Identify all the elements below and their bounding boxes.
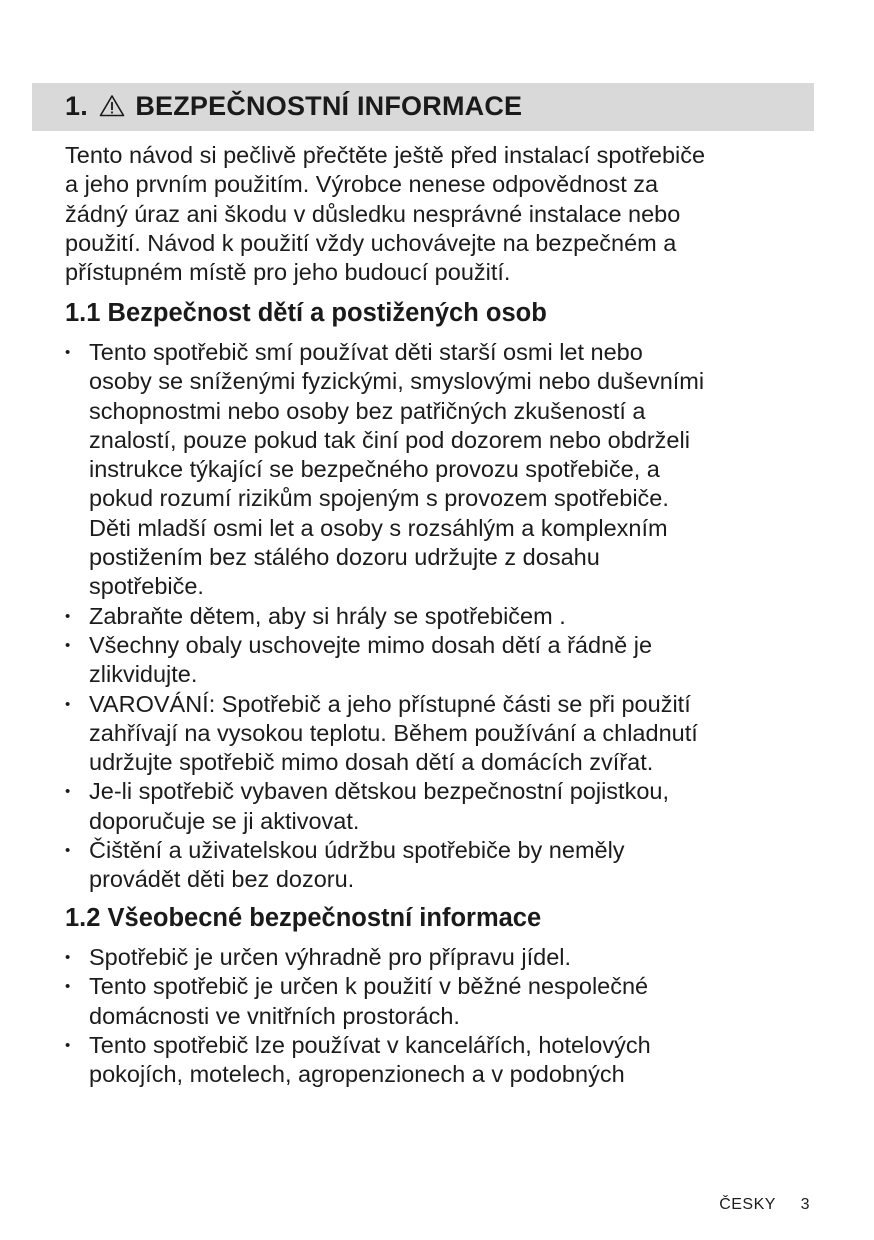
section-title-text: BEZPEČNOSTNÍ INFORMACE (135, 90, 523, 121)
bullet-icon: • (65, 636, 71, 654)
warning-triangle-icon (99, 93, 125, 124)
list-item-text: Čištění a uživatelskou údržbu spotřebiče by neměly provádět děti bez dozoru. (89, 837, 625, 893)
page-footer (719, 1196, 810, 1214)
list-item-text: Všechny obaly uschovejte mimo dosah dětí a řádně je zlikvidujte. (89, 631, 653, 688)
heading-child-safety: 1.1 Bezpečnost dětí a postižených osob (65, 299, 547, 327)
section-title (65, 91, 522, 124)
list-item-text: VAROVÁNÍ: Spotřebič a jeho přístupné části se při použití zahřívají na vysokou teplotu. Během používání a chladnutí udržujte spotřebič mimo dosah dětí a domácích zvířat. (89, 690, 698, 776)
footer-language: ČESKY (719, 1196, 776, 1213)
list-item-text: Zabraňte dětem, aby si hrály se spotřebičem . (89, 602, 566, 629)
list-item-text: Je-li spotřebič vybaven dětskou bezpečnostní pojistkou, doporučuje se ji aktivovat. (89, 778, 669, 834)
bullet-icon: • (65, 949, 71, 966)
bullet-icon: • (65, 978, 71, 996)
page-number: 3 (800, 1196, 810, 1213)
general-safety-list (65, 943, 825, 1089)
intro-paragraph: Tento návod si pečlivě přečtěte ještě před instalací spotřebiče a jeho prvním použitím. Výrobce nenese odpovědnost za žádný úraz ani škodu v důsledku nesprávné instalace nebo použití. Návod k použití vždy uchovávejte na bezpečném a přístupném místě pro jeho budoucí použití. (65, 142, 706, 286)
bullet-icon: • (65, 1036, 71, 1054)
bullet-icon: • (65, 344, 71, 361)
bullet-icon: • (65, 842, 71, 860)
list-item (65, 777, 825, 836)
child-safety-list (65, 338, 825, 895)
list-item-text: Tento spotřebič smí používat děti starší osmi let nebo osoby se sníženými fyzickými, smyslovými nebo duševními schopnostmi nebo osoby bez patřičných zkušeností a znalostí, pouze pokud tak činí pod dozorem nebo obdrželi instrukce týkající se bezpečného provozu spotřebiče, a pokud rozumí rizikům spojeným s provozem spotřebiče. Děti mladší osmi let a osoby s rozsáhlým a komplexním postižením bez stálého dozoru udržujte z dosahu spotřebiče. (89, 339, 705, 600)
list-item (65, 943, 825, 972)
list-item (65, 836, 825, 895)
bullet-icon: • (65, 607, 71, 625)
section-header-bar (32, 83, 814, 131)
list-item (65, 631, 825, 690)
list-item-text: Spotřebič je určen výhradně pro přípravu jídel. (89, 944, 572, 970)
heading-general-safety: 1.2 Všeobecné bezpečnostní informace (65, 904, 542, 932)
bullet-icon: • (65, 695, 71, 713)
list-item-text: Tento spotřebič je určen k použití v běžné nespolečné domácnosti ve vnitřních prostorách. (89, 973, 649, 1029)
bullet-icon: • (65, 783, 71, 801)
list-item (65, 972, 825, 1031)
list-item (65, 338, 825, 602)
list-item (65, 1031, 825, 1090)
section-number: 1. (65, 90, 88, 121)
list-item (65, 602, 825, 631)
list-item-text: Tento spotřebič lze používat v kancelářích, hotelových pokojích, motelech, agropenzionech a v podobných (89, 1031, 651, 1088)
list-item (65, 690, 825, 778)
